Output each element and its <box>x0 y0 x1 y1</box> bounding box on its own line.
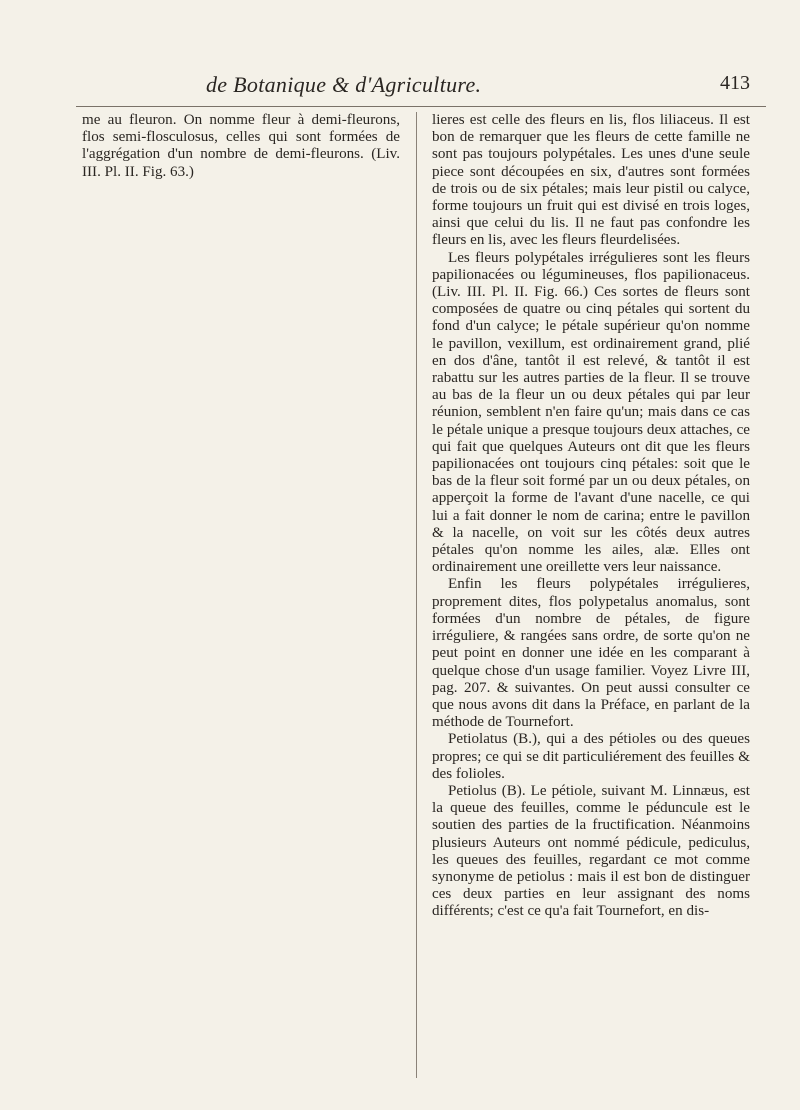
paragraph: Petiolatus (B.), qui a des pétioles ou des queues propres; ce qui se dit particuliérement des feuilles & des folioles. <box>432 731 750 782</box>
paragraph: lieres est celle des fleurs en lis, flos liliaceus. Il est bon de remarquer que les fleurs de cette famille ne sont pas toujours polypétales. Les unes d'une seule piece sont découpées en six, d'autres sont formées de trois ou de six pétales; mais leur pistil ou calyce, forme toujours un fruit qui est divisé en trois loges, ainsi que celui du lis. Il ne faut pas confondre les fleurs en lis, avec les fleurs fleurdelisées. <box>432 112 750 249</box>
right-column <box>432 112 750 921</box>
paragraph: Les fleurs polypétales irrégulieres sont les fleurs papilionacées ou légumineuses, flos papilionaceus. (Liv. III. Pl. II. Fig. 66.) Ces sortes de fleurs sont composées de quatre ou cinq pétales qui sortent du fond d'un calyce; le pétale supérieur qu'on nomme le pavillon, vexillum, est ordinairement grand, plié en dos d'âne, tantôt il est relevé, & tantôt il est rabattu sur les autres parties de la fleur. Il se trouve au bas de la fleur un ou deux pétales qui par leur réunion, semblent n'en faire qu'un; mais dans ce cas le pétale unique a presque toujours deux attaches, ce qui fait que quelques Auteurs ont dit que les fleurs papilionacées ont toujours cinq pétales: soit que le bas de la fleur soit formé par un ou deux pétales, on apperçoit la forme de l'avant d'une nacelle, ce qui lui a fait donner le nom de carina; entre le pavillon & la nacelle, on voit sur les côtés deux autres pétales qu'on nomme les ailes, alæ. Elles ont ordinairement une oreillette vers leur naissance. <box>432 249 750 576</box>
running-title: de Botanique & d'Agriculture. <box>206 72 482 97</box>
header-rule <box>76 106 766 107</box>
page-number: 413 <box>720 72 750 94</box>
paragraph: Enfin les fleurs polypétales irrégulieres, proprement dites, flos polypetalus anomalus, sont formées d'un nombre de pétales, de figure irréguliere, & rangées sans ordre, de sorte qu'on ne peut point en donner une idée en les comparant à quelque chose d'un usage familier. Voyez Livre III, pag. 207. & suivantes. On peut aussi consulter ce que nous avons dit dans la Préface, en parlant de la méthode de Tournefort. <box>432 576 750 731</box>
running-header <box>0 72 800 106</box>
paragraph: Petiolus (B). Le pétiole, suivant M. Linnæus, est la queue des feuilles, comme le péduncule est le soutien des parties de la fructification. Néanmoins plusieurs Auteurs ont nommé pédicule, pediculus, les queues des feuilles, regardant ce mot comme synonyme de petiolus : mais il est bon de distinguer ces deux parties en leur assignant des noms différents; c'est ce qu'a fait Tournefort, en dis- <box>432 782 750 920</box>
paragraph: me au fleuron. On nomme fleur à demi-fleurons, flos semi-flosculosus, celles qui sont formées de l'aggrégation d'un nombre de demi-fleurons. (Liv. III. Pl. II. Fig. 63.) <box>82 112 400 180</box>
left-column <box>82 112 400 181</box>
column-divider <box>416 112 417 1078</box>
